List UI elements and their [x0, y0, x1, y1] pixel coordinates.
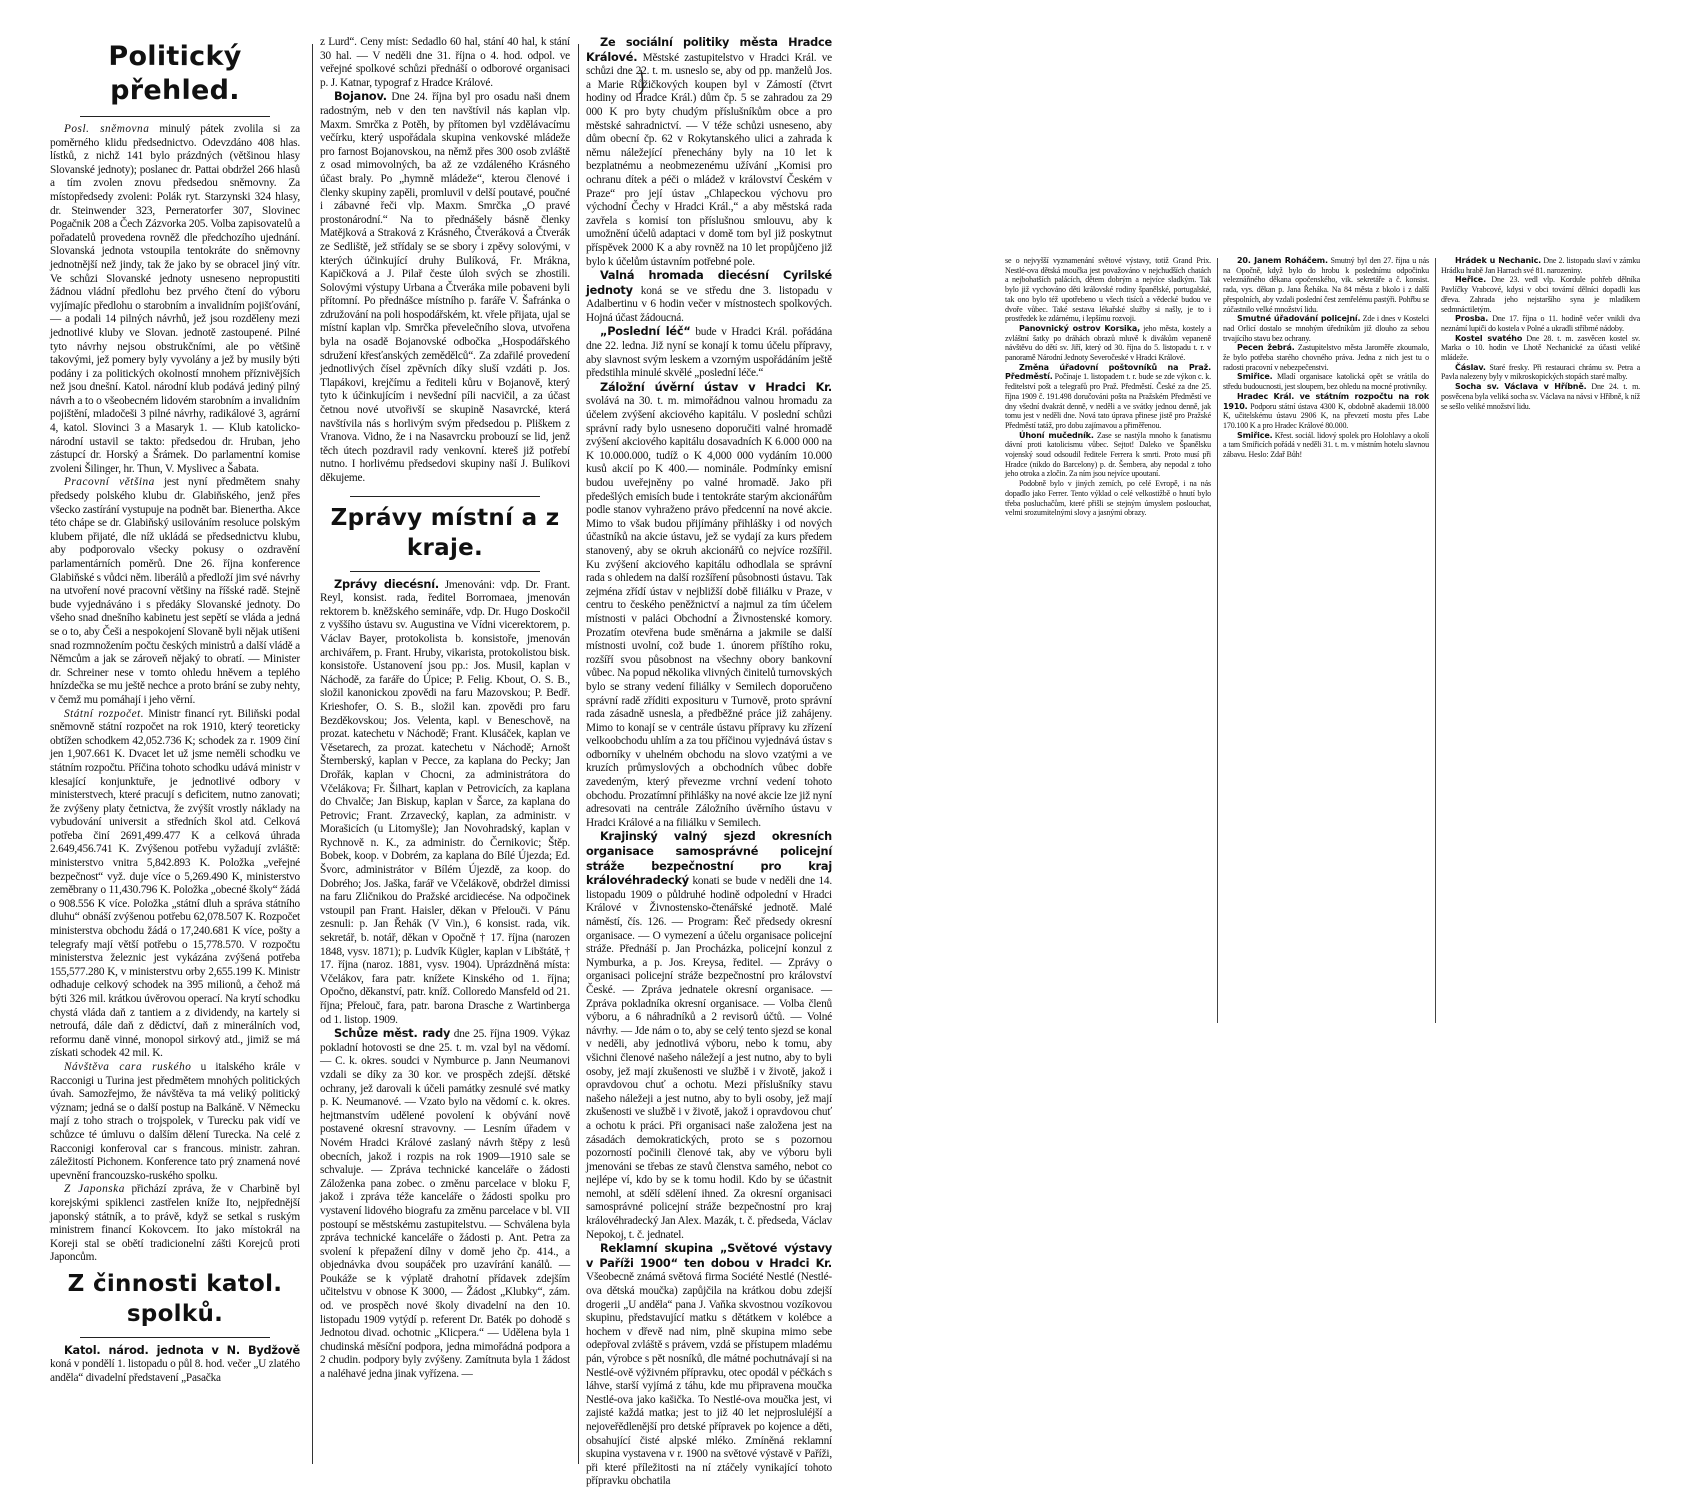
article-paragraph: Záložní úvěrní ústav v Hradci Kr. svolává na 30. t. m. mimořádnou valnou hromadu za účelem zvýšení akciového kapitálu. V poslední schůzi správní rady bylo usneseno doporučiti valné hromadě zvýšení akciového kapitálu dosavadních K 6.000 000 na K 10.000.000, tudíž o K 4,000 000 vydáním 10.000 kusů akcií po K 400.— nominále. Podmínky emisní budou uveřejněny po valné hromadě. Jako při předešlých emisích bude i tentokráte starým akcionářům podle stanov vyhraženo právo předcenní na nové akcie. Mimo to však budou přijímány přihlášky i od nových účastníků na akcie ústavu, jež se vydají za kurs předem stanovený, aby se okruh akcionářů co nejvíce rozšířil. Ku zvýšení akciového kapitálu odhodlala se správní rada s ohledem na další rozšíření působnosti ústavu. Tak zejména zřídí ústav v nejbližší době filiálku v Praze, v centru to českého peněžnictví a najmul za tím účelem místnosti v paláci Obchodní a Živnostenské komory. Prozatím otevřena bude směnárna a jakmile se další místnosti uvolní, což bude 1. únorem příštího roku, rozšíří svou působnost na všechny obory bankovní vůbec. Na popud několika vlivných činitelů turnovských bylo se strany vedení filiálky v Semilech doporučeno správní radě zříditi exposituru v Turnově, proto správní rada zásadně usnesla, a předběžné práce již zahájeny. Mimo to konají se v centrále ústavu přípravy ku zřízení velkoobchodu uhlím a za tou příčinou vyjednává ústav s odborníky v uhelném obchodu na slovo vzatými a ve kruzích průmyslových a obchodních vůbec dobře zavedeným, který převezme vrchní vedení tohoto obchodu. Prozatímní přihlášky na nové akcie lze již nyní adresovati na centrále Záložního úvěrního ústavu v Hradci Králové a na filiálku v Semilech.	[586, 380, 832, 829]
right-column-1	[1005, 256, 1211, 1026]
right-column-2	[1223, 256, 1429, 1026]
heading-underline	[80, 116, 270, 117]
article-paragraph: Zprávy diecésní. Jmenováni: vdp. Dr. Frant. Reyl, konsist. rada, ředitel Borromaea, jmenován rektorem b. kněžského semináře, vdp. Dr. Hugo Doskočil z vyššího ústavu sv. Augustina ve Vídni vicerektorem, p. Václav Bayer, protokolista b. konsistoře, jmenován archivářem, p. Frant. Hruby, vikarista, protokolistou bisk. konsistoře. Ustanovení jsou pp.: Jos. Musil, kaplan v Náchodě, za faráře do Úpice; P. Felig. Kbout, O. S. B., složil kanonickou zpovědi na faru Mazovskou; P. Bedř. Krieshofer, O. S. B., složil kan. zpovědi pro faru Bezděkovskou; Jos. Velenta, kapl. v Beneschově, na prozat. katechetu v Náchodě; Frant. Klusáček, kaplan ve Věsetarech, za prozat. katechetu v Náchodě; Arnošt Šternberský, kaplan v Pecce, za kaplana do Pecky; Jan Drořák, kaplan v Chocni, za administrátora do Včelákova; Fr. Šilhart, kaplan v Petrovicích, za kaplana do Chvalče; Jan Biskup, kaplan v Šarce, za kaplana do Petrovic; Frant. Zrzavecký, kaplan, za administr. v Morašicích (u Litomyšle); Jan Novohradský, kaplan v Rychnově n. K., za administr. do Černikovic; Štěp. Bobek, koop. v Dobrém, za kaplana do Bílé Újezda; Ed. Švorc, administrátor v Bílém Újezdě, za koop. do Dobrého; Jos. Jaška, farář ve Včelákově, obdržel dimissi na faru Zličnikou do Pražské arcidiecése. Na odpočinek vstoupil pan Frant. Haisler, děkan v Přelouči. V Pánu zesnuli: p. Jan Řehák (V Vin.), 6 konsist. rada, vik. sekretář, b. notář, děkan v Opočně † 17. října (narozen 1848, vysv. 1871); p. Ludvík Kügler, kaplan v Libštátě, † 17. října (naroz. 1881, vysv. 1904). Uprázdněná místa: Včelákov, fara patr. knížete Kinského od 1. října; Opočno, děkanství, patr. kníž. Colloredo Mansfeld od 21. října; Přelouč, fara, patr. barona Drasche z Wartinberga od 1. listop. 1909.	[320, 577, 571, 1026]
article-paragraph: Kostel svatého Dne 28. t. m. zasvěcen kostel sv. Marka o 10. hodin ve Lhotě Nechanické za účasti veliké mládeže.	[1441, 333, 1640, 363]
column-divider	[1435, 258, 1436, 1023]
left-column-1	[50, 36, 300, 1471]
heading-underline	[350, 571, 540, 572]
article-paragraph: Pracovní většina jest nyní předmětem snahy předsedy polského klubu dr. Glabiňského, jenž přes všecko zastírání vystupuje na podnět bar. Bienertha. Akce této chápe se dr. Glabiňský usilováním resoluce polským klubem přijaté, dle níž ukládá se předsednictvu klubu, aby podporovalo všecky pokusy o ozdravění parlamentárních poměrů. Dne 26. října konference Glabiňské s vůdci něm. liberálů a předloží jim své návrhy na utvoření nové pracovní většiny na říšské radě. Stejně bude vyjednáváno i s předáky Slovanské jednoty. Do všeho snad dnešního kabinetu jest sepětí se vláda a jedná se o to, aby Češi a nespokojení Slovaně byli nějak utišeni snad rozmnožením počtu českých ministrů a další vládě a Němcům a jak se zároveň nějaký to obratí. — Minister dr. Schreiner nese v tomto ohledu hněvem a teplého hnízdečka se mu ještě nechce a proto brání se zuby nehty, v čemž mu pomáhají i jeho věrní.	[50, 476, 300, 706]
article-paragraph: Podobně bylo v jiných zemích, po celé Evropě, i na nás dopadlo jako Ferrer. Tento výklad o celé velkostižbě o hnutí bylo třeba posluchačům, které přišli se stejným úmyslem poslouchat, velmi srozumitelnými slovy a jasnými obrazy.	[1005, 479, 1211, 518]
article-paragraph: se o nejvyšší vyznamenání světové výstavy, totiž Grand Prix. Nestlé-ova dětská moučka jest považováno v nejchudších chatách a nejbohatších palácích, dětem dobrým a nejvíce sladkým. Tak bylo již vychováno děti královské rodiny španělské, portugalské, tak ono bylo též upotřebeno u všech tisíců a vědecké budou ve dvoře vůbec. Také sestava lékařské služby si našly, je to i prostředek ke zdárnému, i lepšímu rozvoji.	[1005, 256, 1211, 324]
article-paragraph: z Lurd“. Ceny míst: Sedadlo 60 hal, stání 40 hal, k stání 30 hal. — V neděli dne 31. října o 4. hod. odpol. ve veřejné spolkové schůzi přednáší o odborové organisaci p. J. Katnar, typograf z Hradce Králové.	[320, 36, 570, 89]
article-paragraph: Katol. národ. jednota v N. Bydžově koná v pondělí 1. listopadu o půl 8. hod. večer „U zlatého anděla“ divadelní představení „Pasačka	[50, 1343, 300, 1385]
article-paragraph: Panovnický ostrov Korsika, jeho města, kostely a zvláštní šatky po dráhách obrazů mluvě k divákům vepaneně návštěvu do dětí sv. Jiří, který od 30. října do 5. listopadu t. r. v panoramě Národní Jednoty Severočeské v Hradci Králové.	[1005, 323, 1211, 363]
article-paragraph: 20. Janem Roháčem. Smutný byl den 27. října u nás na Opočně, když bylo do hrobu k poslednímu odpočinku veleznáňného děkana opočenského, vik. sekretáře a č. konsist. rada, vys. děkan p. Jana Řeháka. Na 84 města z bkolo i z další přespolních, aby vzdali poslední čest zemřelému pastýři. Pohřbu se zúčastnilo velké množství lidu.	[1223, 256, 1429, 314]
left-column-2	[320, 36, 570, 1471]
article-paragraph: Čáslav. Staré fresky. Při restauraci chrámu sv. Petra a Pavla nalezeny byly v mikroskopických stopách staré malby.	[1441, 362, 1640, 382]
left-newspaper-page	[50, 36, 833, 1488]
article-paragraph: Pecen žebrá. Zastupitelstvo města Jaroměře zkoumalo, že bylo potřeba starého chovného práva. Jedna z nich jest tu o radosti pracovní v nebezpečenstvi.	[1223, 343, 1429, 372]
article-paragraph: Z Japonska přichází zpráva, že v Charbině byl korejskými spiklenci zastřelen kníže Ito, nejpřednější japonský státník, a to právě, když se setkal s ruským ministrem financí Kokovcem. Ito jako místokrál na Koreji stal se obětí tradicionelní zášti Korejců proti Japoncům.	[50, 1183, 300, 1264]
article-paragraph: Socha sv. Václava v Hříbně. Dne 24. t. m. posvěcena byla veliká socha sv. Václava na návsi v Hříbně, k níž se sešlo veliké množství lidu.	[1441, 382, 1640, 411]
political-overview-heading: Politický přehled.	[108, 41, 242, 106]
article-paragraph: Státní rozpočet. Ministr financí ryt. Biliňski podal sněmovně státní rozpočet na rok 1910, který teoreticky obtížen schodkem 42,052.736 K; schodek za r. 1909 činí jen 1,907.661 K. Dvacet let už jsme neměli schodku ve státním rozpočtu. Příčina tohoto schodku udává ministr v klesající konjunktuře, je jednotlivé odbory v ministerstvech, které pracují s deficitem, nutno zanovati; že zvýšeny platy četnictva, že zvýšít vrostly náklady na vybudování universit a středních škol atd. Celková potřeba činí 2691,499.477 K a celková úhrada 2.649,456.741 K. Zvýšenou potřebu vyžadují zvláště: ministerstvo vnitra 5,842.893 K. Položka „veřejné bezpečnost“ vyž. duje více o 5,269.490 K, ministerstvo zeměbrany o 11,430.796 K. Položka „obecné školy“ žádá o 908.556 K více. Položka „státní dluh a správa státního dluhu“ obnáší zvýšenou potřebu 62,078.507 K. Rozpočet ministerstva obchodu žádá o 17,240.681 K více, pošty a telegrafy mají větší potřebu o 15,778.570. V rozpočtu ministerstva železnic jest vykázána zvýšená potřeba 155,577.280 K, v ministerstvu orby 2,655.199 K. Ministr odhaduje celkový schodek na 395 milionů, a čehož má býti 326 mil. krátkou úvěrovou operací. Na krytí schodku chystá vláda daň z tantiem a z dividendy, na kartely si netroufá, dále daň z dědictví, daň z minerálních vod, reformu daně vinné, monopol sirkový atd., jimiž se má získati schodek 42 mil. K.	[50, 707, 301, 1060]
article-paragraph: Prosba. Dne 17. října o 11. hodině večer vnikli dva neznámí lupiči do kostela v Polné a ukradli stříbrné nádoby.	[1441, 314, 1640, 333]
article-paragraph: Schůze měst. rady dne 25. října 1909. Výkaz pokladní hotovosti se dne 25. t. m. vzal byl na vědomí. — C. k. okres. soudci v Nymburce p. Jann Neumanovi vzdali se díky za 30 kor. ve prospěch zdejší. dětské ochrany, jež darovali k účeli památky zesnulé své matky p. K. Neumanové. — Vzato bylo na vědomí c. k. okres. hejtmanstvím udělené povolení k obývání nově postavené okresní stravovny. — Lesním úřadem v Novém Hradci Králové zaslaný návrh štěpy z lesů obecních, jakož i rozpis na rok 1909—1910 sale se schvaluje. — Zpráva technické kanceláře o žádosti Záloženka pana zobec. o změnu parcelace v bloku F, jakož i zpráva téže kanceláře o žádosti spolku pro vystavení lidového biografu za změnu parcelace v bl. VII postoupí se městskému zastupitelstvu. — Schválena byla zpráva technické kanceláře o žádosti p. Ant. Petra za svolení k přepažení dílny v domě jeho čp. 414., a objednávka dvou soupáček pro uzavírání kanálů. — Poukáže se k výplatě drahotní přídavek zdejším učitelstvu v obnose K 3000, — Žádost „Klubky“, zám. od. ve prospěch nové školy divadelní na den 10. listopadu 1909 vytýdí p. referent Dr. Baték po dohodě s Jednotou divad. ochotnic „Klicperа.“ — Udělena byla 1 chudinská měsíční podpora, jedna mimořádná podpora a 2 chudin. podpory byly zvýšeny. Zamítnuta byla 1 žádost a naléhavé jedna jinak vyřízena. —	[320, 1027, 570, 1381]
article-paragraph: Hradec Král. ve státním rozpočtu na rok 1910. Podporu státní ústava 4300 K, obdobně akademii 18.000 K, učitelskému ústavu 2906 K, na převzetí mostu přes Labe 170.100 K a pro Hradec Králové 80.000.	[1223, 391, 1429, 430]
article-paragraph: Posl. sněmovna minulý pátek zvolila si za poměrného klidu předsednictvo. Odevzdáno 408 hlas. lístků, z nichž 141 bylo prázdných (většinou hlasy Slovanské jednoty); poslanec dr. Pattai obdržel 266 hlasů a tím zvolen znovu předsedou sněmovny. Za místopředsedy zvoleni: Polák ryt. Starzynski 324 hlasy, dr. Steinwender 323, Perneratorfer 307, Slovinec Pogačnik 208 a Čech Zázvorka 205. Volba zapisovatelů a pořadatelů provedena rovněž dle předchozího ujednání. Slovanská jednota vstoupila tentokráte do sněmovny jednotnější než jindy, tak že jako by se obracel jiný vítr. Ve schůzi Slovanské jednoty usneseno nepropustiti žádnou vládní předlohu bez prvého čtení do výboru vyjímajíc předlohu o starobním a invalidním pojišťování, — a podali 14 pilných návrhů, jež jsou rozděleny mezi jednotlivé kluby ve Slovan. jednotě zastoupené. Pilné tyto návrhy nejsou obstrukčními, ale po většině takovými, jež pomery byly vyvolány a jež by musily býti podány i za politických okolností mnohem příznivějších než jsou dnešní. Katol. národní klub podává jediný pilný návrh a to o všeobecném lidovém starobním a invalidním pojištění, mladočeši 3 pilné návrhy, radikálové 3, agrární 4, katol. Slovinci 3 a Masaryk 1. — Klub katolicko-národní ustavil se takto: předsedou dr. Hruban, jeho zástupcí dr. Horský a Šrámek. Do parlamentní komise zvoleni Šilinger, hr. Thun, V. Myslivec a Šabata.	[50, 123, 300, 475]
article-paragraph: Návštěva cara ruského u italského krále v Racconigi u Turina jest předmětem mnohých politických úvah. Samozřejmo, že návštěva ta má veliký politický význam; jedná se o další postup na Balkáně. V Německu mají z toho strach o trojspolek, v Turecku pak vidí ve schůzce té úmluvu o dalším dělení Turecka. Na celé z Racconigi konferoval car s francous. ministr. zahran. záležitostí Pichonem. Konference tato prý znamená nové upevnění francouzsko-ruského spolku.	[50, 1060, 301, 1182]
catholic-associations-heading: Z činnosti katol. spolků.	[67, 1270, 283, 1327]
article-paragraph: Valná hromada diecésní Cyrilské jednoty koná se ve středu dne 3. listopadu v Adalbertinu v 6 hodin večer v místnostech spolkových. Hojná účast žádoucná.	[586, 269, 833, 324]
article-paragraph: Ze sociální politiky města Hradce Králové. Městské zastupitelstvo v Hradci Král. ve schůzi dne 22. t. m. usneslo se, aby od pp. manželů Jos. a Marie Růžičkových koupen byl v Zámostí (čtvrt hodiny od Hradce Král.) dům čp. 5 se zahradou za 29 000 K pro byty chudým příslušníkům obce a pro městské sahradnictví. — V téže schůzi usneseno, aby dům obecní čp. 62 v Rokytanského ulici a zahrada k němu náležející přenechány byly na 10 let k bezplatnému a neobmezenému užívání „Komisi pro ochranu dítek a péči o mládež v království Českém v Praze“ pro její ústav „Chlapeckou výchovu pro východní Čechy v Hradci Král.,“ a aby městská rada zavřela s komisí ton příslušnou smlouvu, aby k umožnění účelů adaptaci v domě tom byl již poskytnut příspěvek 2000 K a aby rovněž na 10 let propůjčeno již bylo k účelům ústavním potřebné pole.	[586, 36, 832, 268]
article-paragraph: Krajinský valný sjezd okresních organisace samosprávné policejní stráže bezpečnostní pro kraj královéhradecký konati se bude v neděli dne 14. listopadu 1909 o půldruhé hodině odpolední v Hradci Králové v Živnostensko-čtenářské jednotě. Malé náměstí, čís. 126. — Program: Řeč předsedy okresní organisace. — O vymezení a účelu organisace policejní stráže. Přednáší p. Jan Procházka, policejní konzul z Nymburka, a p. Jos. Kreysa, ředitel. — Zprávy o organisaci policejní stráže bezpečnostní pro království České. — Zpráva jednatele okresní organisace. — Zpráva pokladníka okresní organisace. — Volba členů výboru, a 6 náhradníků a 2 revisorů účtů. — Volné návrhy. — Jde nám o to, aby se celý tento sjezd se konal v neděli, aby jednotlivá výboru, nebo k tomu, aby všichni členové našeho náležejí a jest nutno, aby to byli osoby, jež mají zkušenosti ve službě i v životě, jakož i opravdovou chuť a ochotu. Mezi příslušníky stavu našeho náležeji a jest nutno, aby to byli osoby, jež mají zkušenosti ve službě i v životě, jakož i opravdovou chuť a ochotu k práci. Při organisaci naše založena jest na zásadách demokratických, proto se s pozornou pozorností počinili členové tak, aby ve výboru byli jmenováni se třebas ze stavů členstva samého, nebot co nejlépe ví, kdo by se k tomu hodil. Kdo by se účastnit nemohl, at sdělí sdělení ihned. Za okresní organisaci samosprávné policejní stráže bezpečnostní pro kraj královéhradecký Jan Alex. Mazák, t. č. předseda, Václav Nepokoj, t. č. jednatel.	[586, 830, 832, 1241]
article-paragraph: Smiřice. Mladí organisace katolická opět se vrátila do středu budoucnosti, jest sloupem, bez ohledu na mocné protivníky.	[1223, 372, 1429, 392]
article-paragraph: Bojanov. Dne 24. října byl pro osadu naši dnem radostným, neb v den ten navštívil nás kaplan vlp. Maxm. Smrčka z Potěh, by přítomen byl vzdělávacímu večírku, který uspořádala skupina venkovské mládeže pro farnost Bojanovskou, na němž přes 300 osob zvláště z osad mimovolných, ba až ze vzdáleného Krásného účast braly. Po „hymně mládeže“, kterou členové i členky skupiny zapěli, promluvil v delší poutavé, poučné i zábavné řeči vlp. Maxm. Smrčka „O pravé prostonárodní.“ Na to přednášely básně členky Matějková a Straková z Krásného, Čtveráková a Čtverák ze Sedliště, jež střídaly se se sbory i zpěvy solovými, v kterých účinkující druhy Bulíková, Fr. Mrákna, Kapičková a J. Pilař česte úloh svých se zhostili. Solovými výstupy Urbana a Čtveráka mile pobaveni byli přítomní. Po přednášce místního p. faráře V. Šafránka o združování na poli hospodářském, kt. vřele přijata, ujal se místní kaplan vlp. Smrčka převelečního slova, utvořena byla na osadě Bojanovské odbočka „Hospodářského sdružení křesťanských zemědělců“. Za zdařilé provedení jednotlivých čísel zpěvních díky sluší vzdáti p. Jos. Tlapákovi, krejčímu a řediteli kůru v Bojanově, který tyto k účinkujícím i nevšední píli nacvičil, a za účast četnou nové utvořivší se skupině Nasavrcké, která navštívila nás s horlivým svým předsedou p. Pliškem z Vranova. Vidno, že i na Nasavrcku probouzí se lid, jenž těch útech pozdravil rady venkovní. ktereš již potřebí nutno. I horlivému předsedovi skupiny naší J. Bulíkovi děkujeme.	[320, 90, 571, 484]
heading-underline	[80, 1337, 270, 1338]
article-paragraph: Smiřice. Křest. sociál. lidový spolek pro Holohlavy a okolí a tam Smiřicích pořádá v neděli 31. t. m. v místním hotelu slavnou zábavu. Heslo: Zdař Bůh!	[1223, 430, 1429, 460]
article-paragraph: Úhoní mučedník. Zase se nastýla mnoho k fanatismu dávní proti katolicismu vůbec. Sejtot! Daleko ve Španělsku vojenský soud odsoudil ředitele Ferrera k smrti. Proto musí při Hradce (nikdo do Barcelony) p. dr. Šembera, aby nepodal z toho jeho otroka a zločin. Za ním jsou nejvíce upoutaní.	[1005, 430, 1211, 479]
local-news-heading: Zprávy místní a z kraje.	[330, 504, 560, 561]
article-paragraph: Změna úřadovní poštovníků na Praž. Předměstí. Počínaje 1. listopadem t. r. bude se zde výkon c. k. ředitelství pošt a telegrafů pro Praž. Předměstí. České za dne 25. října 1909 č. 191.498 doručováni pošta na Pražském Předměstí ve dny všední dvakrát denně, v neděli a ve svátky jednou denně, jak tomu jest v neděli dne. Nová tato úprava přinese jistě pro Pražské Předměstí tatáž, pro dobu zajímavou a přiměřenou.	[1005, 362, 1211, 430]
article-paragraph: Smutné úřadování policejní. Zde i dnes v Kostelci nad Orlicí dostalo se mnohým úředníkům již dlouho za sebou trvajícího stavu bez ochrany.	[1223, 314, 1429, 343]
article-paragraph: Hrádek u Nechanic. Dne 2. listopadu slaví v zámku Hrádku hrabě Jan Harrach své 81. narozeniny.	[1441, 256, 1640, 275]
column-divider	[312, 44, 313, 1464]
article-paragraph: Reklamní skupina „Světové výstavy v Paříži 1900“ ten dobou v Hradci Kr. Všeobecně známá světová firma Société Nestlé (Nestlé-ova dětská moučka) zapůjčila na krátkou dobu zdejší drogerii „U anděla“ pana J. Vaňka skvostnou vozíkovou skupinu, představující matku s dětátkem v kolébce a hochem v dřevě nad nim, plně skupina mimo sebe odepřoval zvláště s právem, vzdá se přístupem mladému pán, výrobce s pět nosníků, dle mátné pochutnávají si na Nestlé-ově výživném přípravku, otec opodál v péčkách s láhve, starší vyjímá z táhu, kde mu připravena moučka Nestlé-ova jako kašička. To Nestlé-ova moučka jest, vi zajisté každá matka; jest to již 40 let nejprosluléjší a nejoveřědlenější pro detské přípravek po kojence a děti, obsahující čisté alpské mléko. Zmíněná reklamní skupina vystavena v r. 1900 na světové výstavě v Paříži, při které příležitosti na ní ztáčely vynikající tohoto přípravku obchatila	[586, 1242, 832, 1488]
right-column-3	[1441, 256, 1640, 1026]
column-divider	[578, 44, 579, 1464]
section-rule	[350, 496, 540, 497]
right-newspaper-page	[1005, 256, 1640, 1026]
left-column-3	[586, 36, 833, 1488]
article-paragraph: „Poslední léč“ bude v Hradci Král. pořádána dne 22. ledna. Již nyní se konají k tomu účelu přípravy, aby slavnost svým leskem a vzorným uspořádáním ještě předstihla minulé skvělé „poslední léče.“	[586, 325, 833, 380]
article-paragraph: Heřice. Dne 23. vedl vlp. Kordule pohřeb dělníka Pavlíčky Vrabcové, kdysi v obci tovární dělníci dopadli kus dřeva. Zahrada jeho nejstaršího syna je mladíkem sedmnáctiletým.	[1441, 275, 1640, 314]
column-divider	[1217, 258, 1218, 1023]
